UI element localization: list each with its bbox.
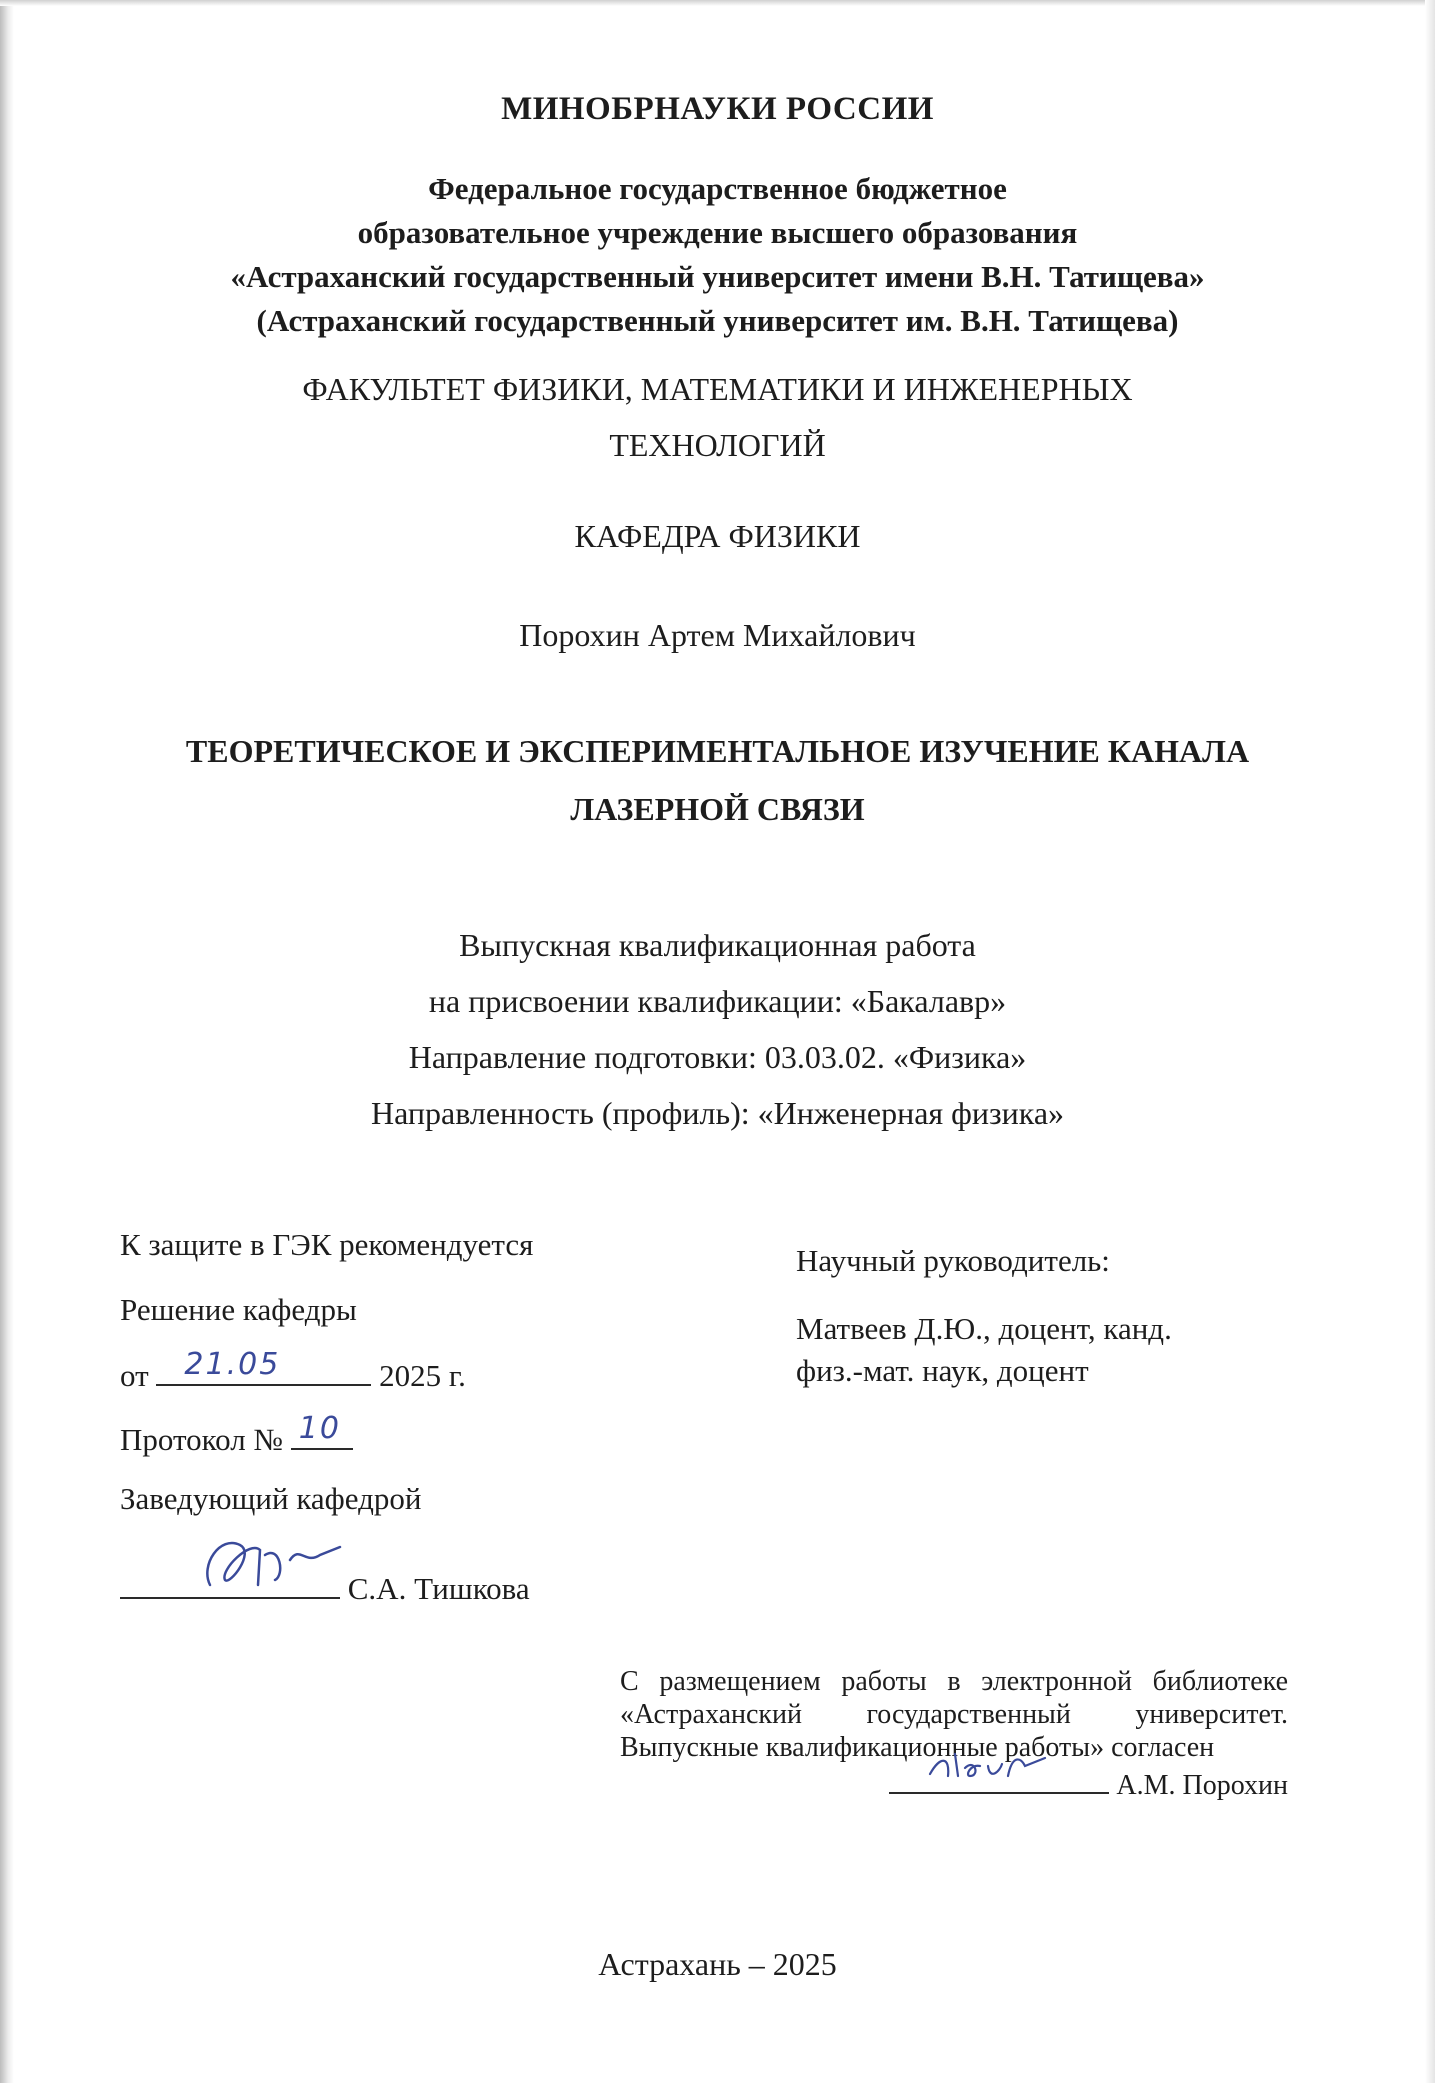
head-label: Заведующий кафедрой <box>120 1481 422 1516</box>
faculty-line: ФАКУЛЬТЕТ ФИЗИКИ, МАТЕМАТИКИ И ИНЖЕНЕРНЫХ <box>302 371 1133 407</box>
decision-text: Решение кафедры <box>120 1292 357 1327</box>
head-signature <box>190 1525 360 1605</box>
org-line: «Астраханский государственный университет имени В.Н. Татищева» <box>230 259 1205 294</box>
title-line: ЛАЗЕРНОЙ СВЯЗИ <box>570 791 865 827</box>
organization-block <box>0 167 1435 343</box>
work-info-line: Направление подготовки: 03.03.02. «Физика» <box>408 1039 1027 1075</box>
work-info <box>0 917 1435 1141</box>
consent-line: С размещением работы в электронной библиотеке <box>620 1666 1288 1697</box>
handwritten-protocol-number: 10 <box>298 1411 341 1446</box>
handwritten-date: 21.05 <box>184 1347 281 1382</box>
consent-line: «Астраханский государственный университет. <box>620 1699 1288 1730</box>
date-blank <box>156 1347 371 1386</box>
org-line: Федеральное государственное бюджетное <box>428 171 1007 206</box>
org-line: образовательное учреждение высшего образования <box>357 215 1078 250</box>
thesis-title <box>0 722 1435 838</box>
consent-line: Выпускные квалификационные работы» согласен <box>620 1732 1215 1763</box>
consent-signer: А.М. Порохин <box>1116 1770 1288 1801</box>
protocol-label: Протокол № <box>120 1422 283 1457</box>
work-info-line: Направленность (профиль): «Инженерная физика» <box>370 1095 1065 1131</box>
date-prefix: от <box>120 1358 149 1393</box>
supervisor-line: физ.-мат. наук, доцент <box>796 1353 1089 1388</box>
protocol-blank <box>291 1411 353 1450</box>
faculty-heading <box>0 361 1435 473</box>
city-year: Астрахань – 2025 <box>598 1946 837 1982</box>
work-info-line: Выпускная квалификационная работа <box>459 927 976 963</box>
org-line: (Астраханский государственный университет им. В.Н. Татищева) <box>256 303 1179 338</box>
recommend-text: К защите в ГЭК рекомендуется <box>120 1227 534 1262</box>
scan-shadow-top <box>0 0 1435 6</box>
date-suffix: 2025 г. <box>379 1358 466 1393</box>
date-line <box>120 1347 466 1394</box>
faculty-line: ТЕХНОЛОГИЙ <box>609 427 826 463</box>
consent-signature <box>920 1746 1060 1786</box>
supervisor-line: Матвеев Д.Ю., доцент, канд. <box>796 1311 1172 1346</box>
supervisor-label: Научный руководитель: <box>796 1243 1110 1278</box>
library-consent <box>620 1665 1288 1802</box>
author-name: Порохин Артем Михайлович <box>519 617 916 653</box>
head-name: С.А. Тишкова <box>347 1571 530 1606</box>
protocol-line <box>120 1411 353 1458</box>
consent-signature-line <box>620 1764 1288 1802</box>
work-info-line: на присвоении квалификации: «Бакалавр» <box>428 983 1007 1019</box>
ministry-heading: МИНОБРНАУКИ РОССИИ <box>501 91 934 127</box>
title-line: ТЕОРЕТИЧЕСКОЕ И ЭКСПЕРИМЕНТАЛЬНОЕ ИЗУЧЕНИЕ КАНАЛА <box>185 733 1250 769</box>
department-heading: КАФЕДРА ФИЗИКИ <box>574 518 861 554</box>
